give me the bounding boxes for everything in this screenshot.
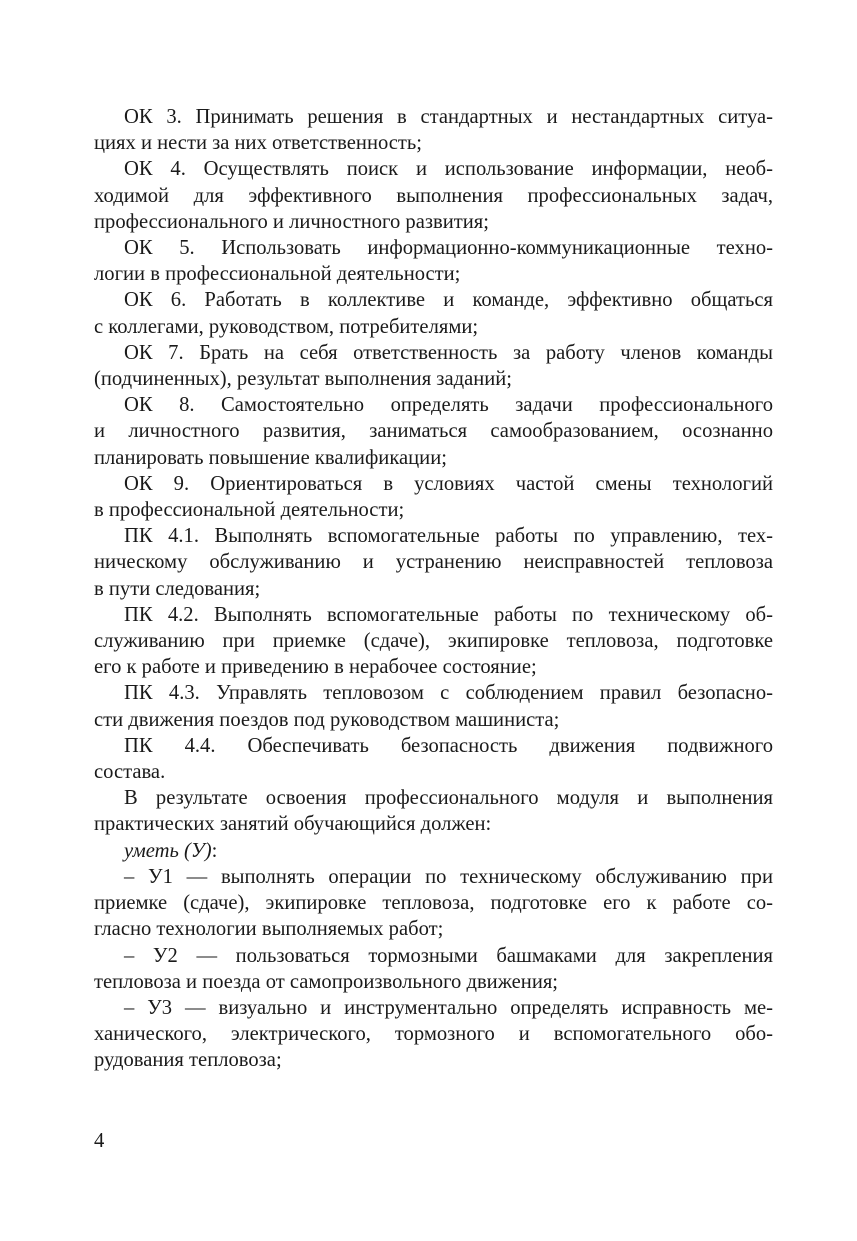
paragraph-ok9 [94,471,773,523]
text-line: в профессиональной деятельности; [94,499,405,522]
skills-heading-colon: : [211,839,218,862]
text-line: ОК 5. Использовать информационно-коммуникационные техно- [124,237,773,260]
text-line: ОК 3. Принимать решения в стандартных и нестандартных ситуа- [124,106,773,128]
paragraph-result-intro [94,785,773,837]
text-line: рудования тепловоза; [94,1049,282,1072]
text-line: логии в профессиональной деятельности; [94,263,461,286]
text-line: тепловоза и поезда от самопроизвольного движения; [94,970,559,993]
text-line: ОК 9. Ориентироваться в условиях частой смены технологий [124,472,773,495]
text-line: и личностного развития, заниматься самообразованием, осознанно [94,420,773,443]
text-line: его к работе и приведению в нерабочее состояние; [94,656,537,679]
paragraph-ok7 [94,340,773,392]
skill-item-u1 [94,864,773,943]
text-line: ходимой для эффективного выполнения профессиональных задач, [94,184,773,207]
text-line: в пути следования; [94,577,261,600]
paragraph-ok6 [94,287,773,339]
paragraph-pk41 [94,523,773,602]
text-line: ническому обслуживанию и устранению неисправностей тепловоза [94,551,773,574]
text-line: ханического, электрического, тормозного и вспомогательного обо- [94,1023,773,1046]
paragraph-ok3 [94,104,773,156]
text-line: с коллегами, руководством, потребителями; [94,315,479,338]
text-line: планировать повышение квалификации; [94,446,447,469]
text-line: ПК 4.2. Выполнять вспомогательные работы по техническому об- [124,603,773,626]
text-line: циях и нести за них ответственность; [94,132,423,155]
text-line: ОК 4. Осуществлять поиск и использование информации, необ- [124,158,773,181]
text-line: ОК 7. Брать на себя ответственность за работу членов команды [124,341,773,364]
text-line: служиванию при приемке (сдаче), экипировке тепловоза, подготовке [94,630,773,653]
text-line: профессионального и личностного развития; [94,210,489,233]
paragraph-ok5 [94,235,773,287]
paragraph-pk42 [94,602,773,681]
text-line: гласно технологии выполняемых работ; [94,918,444,941]
skills-heading-label: уметь (У) [124,839,212,862]
page-number: 4 [94,1130,105,1152]
text-line: приемке (сдаче), экипировке тепловоза, подготовке его к работе со- [94,892,773,915]
text-line: ПК 4.4. Обеспечивать безопасность движения подвижного [124,734,773,757]
text-line: ПК 4.1. Выполнять вспомогательные работы по управлению, тех- [124,525,773,548]
text-line: – У3 — визуально и инструментально определять исправность ме- [124,996,773,1019]
paragraph-ok8 [94,392,773,471]
skills-heading [94,838,773,864]
text-line: ПК 4.3. Управлять тепловозом с соблюдением правил безопасно- [124,682,773,705]
text-line: сти движения поездов под руководством машиниста; [94,708,560,731]
skills-heading-line [94,838,773,864]
text-line: ОК 8. Самостоятельно определять задачи профессионального [124,394,773,417]
text-line: ОК 6. Работать в коллективе и команде, эффективно общаться [124,289,773,312]
skill-item-u3 [94,995,773,1074]
page-body [94,104,773,1074]
skill-item-u2 [94,943,773,995]
text-line: В результате освоения профессионального модуля и выполнения [124,787,773,810]
paragraph-pk44 [94,733,773,785]
text-line: – У2 — пользоваться тормозными башмаками для закрепления [124,944,773,967]
text-line: – У1 — выполнять операции по техническому обслуживанию при [124,865,773,888]
text-line: состава. [94,761,166,784]
paragraph-ok4 [94,156,773,235]
text-line: (подчиненных), результат выполнения заданий; [94,368,512,391]
paragraph-pk43 [94,680,773,732]
text-line: практических занятий обучающийся должен: [94,813,492,836]
